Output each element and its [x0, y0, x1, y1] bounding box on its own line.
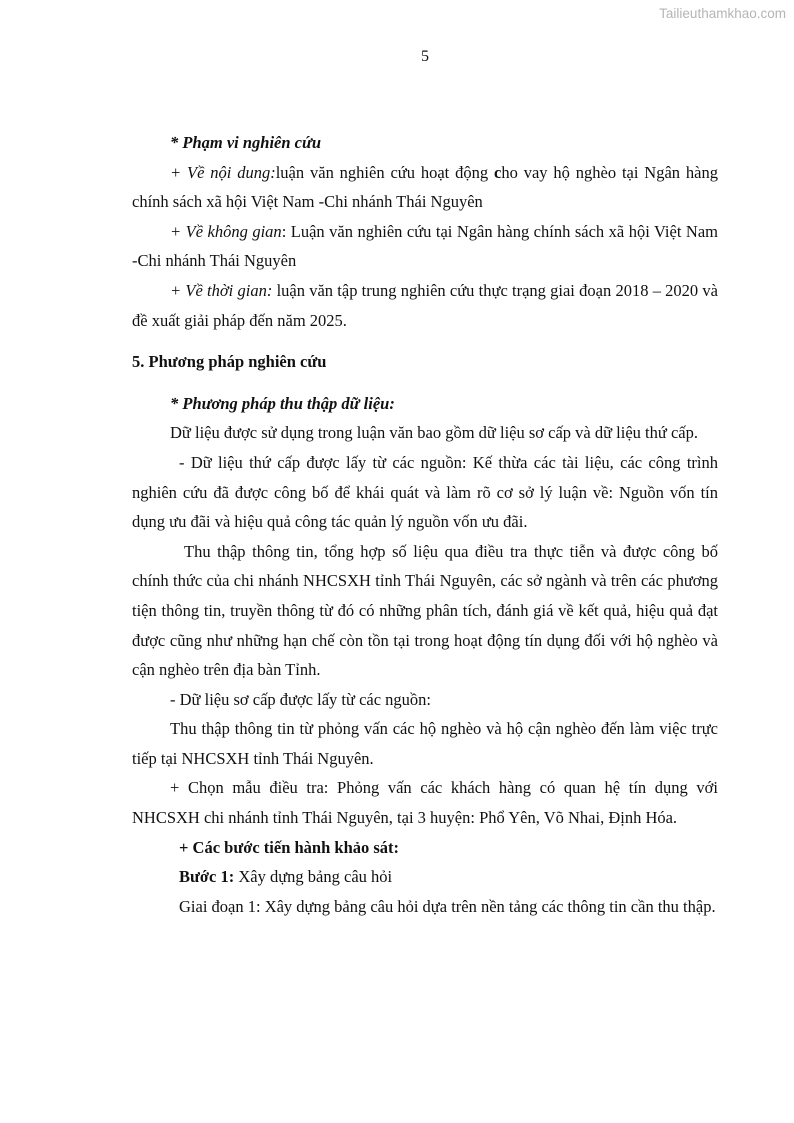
step-1-paragraph — [132, 862, 718, 892]
methods-paragraph-5: Thu thập thông tin từ phỏng vấn các hộ nghèo và hộ cận nghèo đến làm việc trực tiếp tại NHCSXH tỉnh Thái Nguyên. — [132, 719, 718, 768]
methods-paragraph-6: + Chọn mẫu điều tra: Phỏng vấn các khách hàng có quan hệ tín dụng với NHCSXH chi nhánh tỉnh Thái Nguyên, tại 3 huyện: Phổ Yên, Võ Nhai, Định Hóa. — [132, 778, 718, 828]
scope-time-paragraph — [132, 276, 718, 335]
step-1-label: Bước 1: — [179, 867, 235, 887]
scope-space-label: + Về không gian — [170, 221, 282, 241]
scope-time-label: + Về thời gian: — [170, 280, 273, 300]
methods-subheading: * Phương pháp thu thập dữ liệu: — [170, 393, 395, 413]
watermark: Tailieuthamkhao.com — [659, 6, 786, 21]
methods-paragraph-3: Thu thập thông tin, tổng hợp số liệu qua điều tra thực tiễn và được công bố chính thức của chi nhánh NHCSXH tỉnh Thái Nguyên, các sở ngành và trên các phương tiện thông tin, truyền thông từ đó có những phân tích, đánh giá về kết quả, hiệu quả đạt được cũng như những hạn chế còn tồn tại trong hoạt động tín dụng đối với hộ nghèo và cận nghèo trên địa bàn Tỉnh. — [132, 541, 718, 680]
methods-paragraph-2: - Dữ liệu thứ cấp được lấy từ các nguồn: Kế thừa các tài liệu, các công trình nghiên cứu đã được công bố để khái quát và làm rõ cơ sở lý luận về: Nguồn vốn tín dụng ưu đãi và hiệu quả công tác quản lý nguồn vốn ưu đãi. — [132, 452, 718, 532]
methods-paragraph-7: Giai đoạn 1: Xây dựng bảng câu hỏi dựa trên nền tảng các thông tin cần thu thập. — [179, 896, 716, 916]
methods-paragraph-4: - Dữ liệu sơ cấp được lấy từ các nguồn: — [170, 689, 431, 709]
scope-content-label: + Về nội dung: — [170, 162, 276, 182]
step-1-text: Xây dựng bảng câu hỏi — [234, 867, 393, 887]
scope-content-text: luận văn nghiên cứu hoạt động — [275, 162, 494, 182]
methods-heading: 5. Phương pháp nghiên cứu — [132, 352, 327, 372]
scope-space-paragraph — [132, 217, 718, 276]
scope-space-text: : Luận văn nghiên cứu tại Ngân hàng chính sách xã hội Việt Nam -Chi nhánh Thái Nguyên — [132, 221, 718, 271]
steps-heading: + Các bước tiến hành khảo sát: — [179, 837, 400, 857]
page-number: 5 — [421, 48, 429, 65]
scope-content-paragraph — [132, 158, 718, 217]
scope-time-text: luận văn tập trung nghiên cứu thực trạng giai đoạn 2018 – 2020 và đề xuất giải pháp đến năm 2025. — [132, 280, 718, 330]
scope-content-text-rest: ho vay hộ nghèo tại Ngân hàng chính sách xã hội Việt Nam -Chi nhánh Thái Nguyên — [132, 162, 718, 212]
methods-paragraph-1: Dữ liệu được sử dụng trong luận văn bao gồm dữ liệu sơ cấp và dữ liệu thứ cấp. — [170, 423, 698, 443]
scope-heading: * Phạm vi nghiên cứu — [170, 133, 322, 152]
document-body — [132, 128, 718, 921]
scope-content-bold-c: c — [494, 162, 502, 182]
